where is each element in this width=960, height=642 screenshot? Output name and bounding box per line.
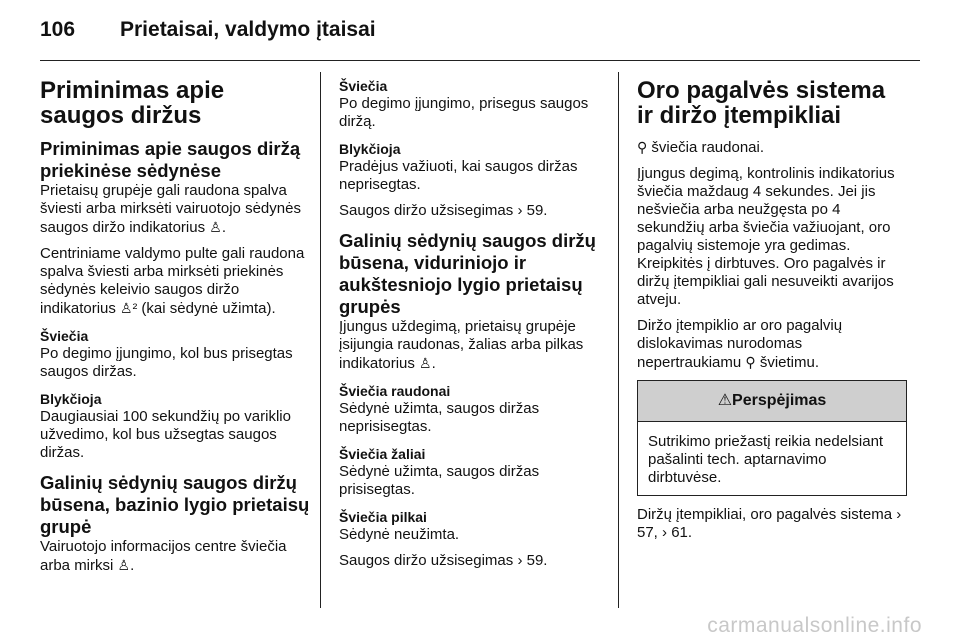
page-reference-arrow-icon[interactable]: › [517, 202, 523, 219]
seatbelt-indicator-icon: ♙ [117, 557, 131, 573]
page-reference-link[interactable]: 57, [637, 524, 658, 541]
seatbelt-indicator-icon: ♙ [419, 355, 432, 371]
warning-header [638, 381, 906, 422]
column-2 [339, 72, 609, 578]
paragraph: Sėdynė užimta, saugos diržas neprisisegtas. [339, 400, 540, 435]
section-title: Prietaisai, valdymo įtaisai [120, 18, 376, 41]
warning-text: Sutrikimo priežastį reikia nedelsiant pašalinti tech. aptarnavimo dirbtuvėse. [648, 433, 884, 486]
warning-box [637, 380, 907, 496]
paragraph: Saugos diržo užsisegimas › 59. [339, 202, 548, 219]
paragraph: Diržų įtempikliai, oro pagalvės sistema › 57, › 61. [637, 506, 902, 541]
column-divider [618, 72, 619, 608]
subheading-rear-seatbelt-mid-high: Galinių sėdynių saugos diržų būsena, viduriniojo ir aukštesniojo lygio prietaisų grupės [339, 230, 596, 317]
column-1 [40, 72, 310, 583]
paragraph: Daugiausiai 100 sekundžių po variklio užvedimo, kol bus užsegtas saugos diržas. [40, 408, 291, 461]
warning-body [638, 422, 906, 495]
label-lit-grey: Šviečia pilkai [339, 509, 427, 525]
paragraph: Centriniame valdymo pulte gali raudona spalva šviesti arba mirksėti priekinės sėdynės keleivio saugos diržo indikatorius ♙² (kai sėdynė užimta). [40, 245, 305, 317]
heading-seatbelt-reminder: Priminimas apie saugos diržus [40, 77, 225, 129]
label-lit-red: Šviečia raudonai [339, 383, 451, 399]
page-reference-arrow-icon[interactable]: › [517, 552, 523, 569]
paragraph: Diržo įtempiklio ar oro pagalvių dislokavimas nurodomas nepertraukiamu ⚲ švietimu. [637, 317, 843, 371]
seatbelt-indicator-icon: ♙ [209, 219, 222, 235]
page-reference-link[interactable]: 59. [522, 202, 548, 219]
paragraph: ⚲ šviečia raudonai. [637, 139, 764, 156]
warning-title: Perspėjimas [732, 392, 827, 409]
page-reference-link[interactable]: 59. [522, 552, 548, 569]
label-flashing: Blykčioja [339, 141, 401, 157]
passenger-seatbelt-indicator-icon: ♙² [120, 300, 138, 316]
page-number: 106 [40, 18, 76, 41]
page-reference-arrow-icon[interactable]: › [896, 506, 902, 523]
label-lit: Šviečia [339, 78, 388, 94]
subheading-rear-seatbelt-base: Galinių sėdynių saugos diržų būsena, bazinio lygio prietaisų grupė [40, 472, 310, 537]
paragraph: Saugos diržo užsisegimas › 59. [339, 552, 548, 569]
subheading-front-seatbelt: Priminimas apie saugos diržą priekinėse sėdynėse [40, 138, 301, 181]
paragraph: Pradėjus važiuoti, kai saugos diržas neprisegtas. [339, 158, 578, 193]
paragraph: Įjungus degimą, kontrolinis indikatorius šviečia maždaug 4 sekundes. Jei jis nešviečia arba neužgęsta po 4 sekundžių arba šviečia važiuojant, oro pagalvių sistemoje yra gedimas. Kreipkitės į dirbtuves. Oro pagalvės ir diržų įtempikliai gali nesuveikti avarijos atveju. [637, 165, 895, 308]
label-flashing: Blykčioja [40, 391, 102, 407]
warning-triangle-icon: ⚠ [717, 392, 733, 409]
heading-airbag-system: Oro pagalvės sistema ir diržo įtempikliai [637, 77, 886, 129]
label-lit-green: Šviečia žaliai [339, 446, 426, 462]
page-reference-link[interactable]: 61. [667, 524, 693, 541]
paragraph: Po degimo įjungimo, kol bus prisegtas saugos diržas. [40, 345, 293, 380]
paragraph: Sėdynė neužimta. [339, 526, 460, 543]
label-lit: Šviečia [40, 328, 89, 344]
paragraph: Vairuotojo informacijos centre šviečia arba mirksi ♙. [40, 538, 287, 574]
page-reference-arrow-icon[interactable]: › [662, 524, 668, 541]
column-3 [637, 72, 907, 550]
paragraph: Po degimo įjungimo, prisegus saugos diržą. [339, 95, 589, 130]
paragraph: Sėdynė užimta, saugos diržas prisisegtas. [339, 463, 540, 498]
header-rule [40, 60, 920, 61]
airbag-indicator-icon: ⚲ [745, 354, 756, 370]
paragraph: Prietaisų grupėje gali raudona spalva šviesti arba mirksėti vairuotojo sėdynės saugos diržo indikatorius ♙. [40, 182, 301, 236]
page-header [40, 18, 920, 48]
watermark: carmanualsonline.info [707, 614, 922, 637]
column-divider [320, 72, 321, 608]
paragraph: Įjungus uždegimą, prietaisų grupėje įsijungia raudonas, žalias arba pilkas indikatorius ♙. [339, 318, 584, 372]
airbag-indicator-icon: ⚲ [637, 139, 648, 155]
